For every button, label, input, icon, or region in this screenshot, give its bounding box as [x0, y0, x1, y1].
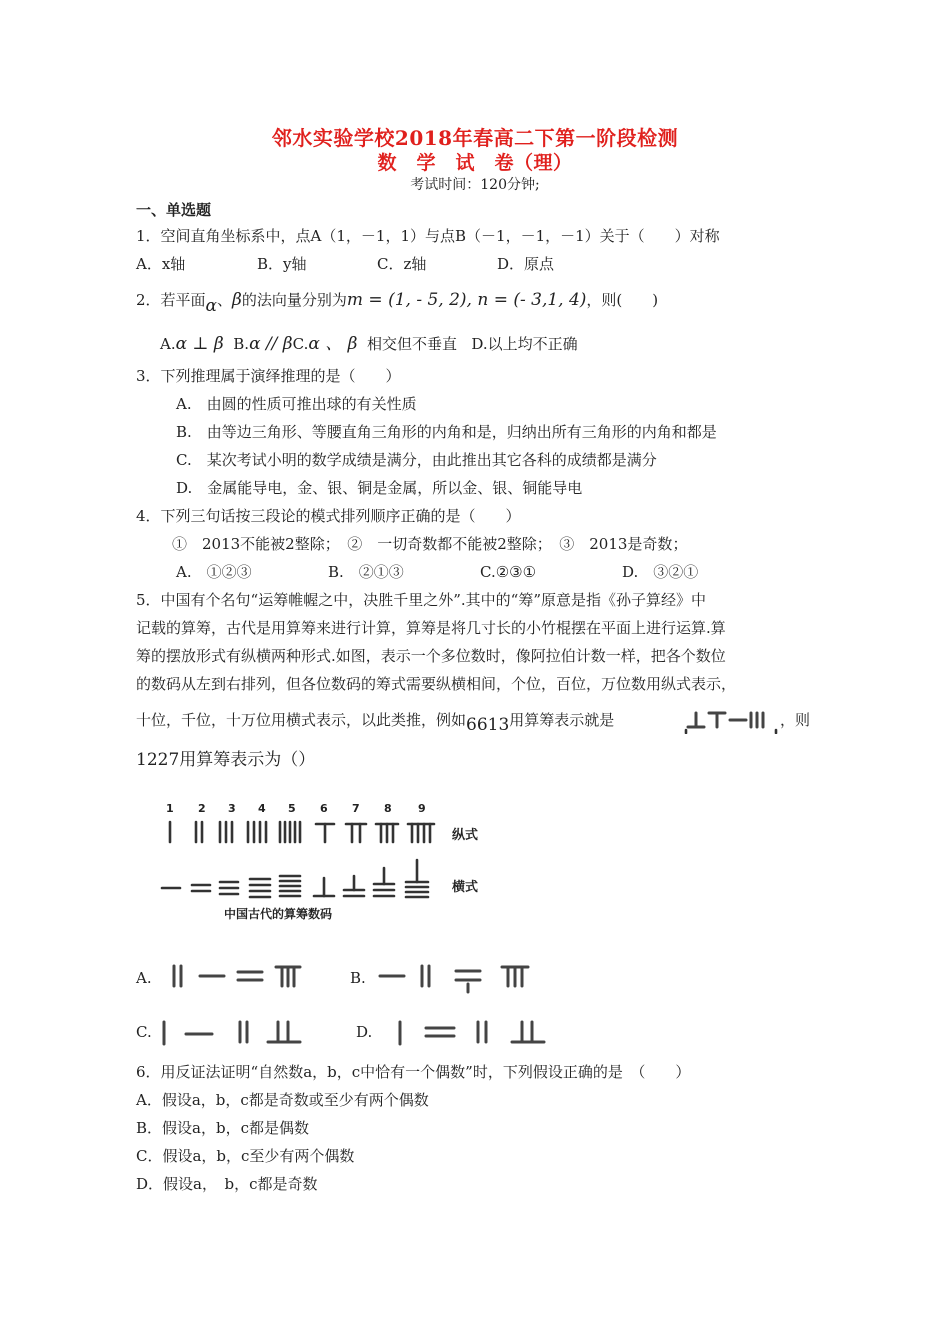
q5-option-c-rods — [156, 1014, 306, 1048]
question-5-line-3: 筹的摆放形式有纵横两种形式.如图，表示一个多位数时，像阿拉伯计数一样，把各个数位 — [136, 647, 726, 665]
q2-option-a-label: A. — [160, 335, 176, 353]
figure-caption: 中国古代的算筹数码 — [224, 907, 333, 921]
digit-label: 2 — [198, 802, 206, 815]
digit-label: 9 — [418, 802, 426, 815]
question-1: 1．空间直角坐标系中，点A（1，－1，1）与点B（－1，－1，－1）关于（ ）对称 — [136, 227, 720, 245]
rod-numeral-6613 — [684, 706, 780, 734]
q6-option-b: B．假设a，b，c都是偶数 — [136, 1119, 309, 1137]
q2-option-b-label: B. — [233, 335, 250, 353]
digit-label: 6 — [320, 802, 328, 815]
q5-line5-a: 十位，千位，十万位用横式表示，以此类推，例如 — [136, 711, 467, 729]
q6-option-a: A．假设a，b，c都是奇数或至少有两个偶数 — [136, 1091, 429, 1109]
normal-vectors: m = (1, - 5, 2), n = (- 3,1, 4) — [346, 290, 587, 310]
q5-line5-c: ，则 — [780, 711, 811, 729]
q6-option-d: D．假设a， b，c都是奇数 — [136, 1175, 318, 1193]
q3-option-c: C. 某次考试小明的数学成绩是满分，由此推出其它各科的成绩都是满分 — [176, 451, 657, 469]
q1-option-a: A．x轴 — [136, 255, 186, 273]
q2-mid: 的法向量分别为 — [241, 291, 347, 309]
q6-option-c: C．假设a，b，c至少有两个偶数 — [136, 1147, 355, 1165]
q5-option-a-label: A. — [136, 969, 152, 987]
q1-option-c: C．z轴 — [377, 255, 427, 273]
q2-option-b-math: α // β — [249, 334, 293, 354]
exam-title: 邻水实验学校2018年春高二下第一阶段检测 — [271, 126, 679, 150]
q4-option-b: B. ②①③ — [328, 563, 404, 581]
q2-prefix: 2．若平面 — [136, 291, 206, 309]
q5-option-b-label: B. — [350, 969, 366, 987]
q5-option-c-label: C. — [136, 1023, 152, 1041]
q2-options — [160, 334, 578, 354]
digit-label: 8 — [384, 802, 392, 815]
question-5-line-1: 5．中国有个名句“运筹帷幄之中，决胜千里之外”.其中的“筹”原意是指《孙子算经》中 — [136, 591, 706, 609]
q2-sep: 、 — [217, 291, 233, 309]
digit-label: 1 — [166, 802, 174, 815]
q3-option-d: D. 金属能导电，金、银、铜是金属，所以金、银、铜能导电 — [176, 479, 583, 497]
q5-option-b-rods — [374, 960, 534, 994]
section-heading: 一、单选题 — [136, 201, 212, 219]
alpha-symbol: α — [205, 296, 218, 316]
q2-option-c-text: 相交但不垂直 — [367, 335, 458, 353]
q2-option-a-math: α ⊥ β — [175, 334, 224, 354]
q4-statements: ① 2013不能被2整除； ② 一切奇数都不能被2整除； ③ 2013是奇数； — [172, 535, 688, 553]
question-4: 4．下列三句话按三段论的模式排列顺序正确的是（ ） — [136, 507, 521, 525]
beta-symbol: β — [232, 290, 242, 310]
q3-option-b: B. 由等边三角形、等腰直角三角形的内角和是，归纳出所有三角形的内角和都是 — [176, 423, 717, 441]
q3-option-a: A. 由圆的性质可推出球的有关性质 — [176, 395, 417, 413]
question-5-line-4: 的数码从左到右排列，但各位数码的筹式需要纵横相间，个位，百位，万位数用纵式表示， — [136, 675, 737, 693]
q2-option-c-math: α 、 β — [308, 334, 358, 354]
counting-rods-figure — [140, 798, 490, 928]
q5-example-number: 6613 — [466, 715, 510, 735]
exam-time: 考试时间：120分钟; — [410, 177, 540, 193]
q2-option-c-label: C. — [292, 335, 309, 353]
q5-option-d-label: D. — [356, 1023, 373, 1041]
q4-option-c: C.②③① — [480, 563, 537, 581]
q2-end: ，则( ) — [586, 291, 659, 309]
digit-label: 7 — [352, 802, 360, 815]
q5-line5-b: 用算筹表示就是 — [509, 711, 615, 729]
digit-label: 3 — [228, 802, 236, 815]
vertical-form-label: 纵式 — [452, 828, 479, 843]
question-5-line-5 — [136, 710, 615, 735]
q4-option-d: D. ③②① — [622, 563, 699, 581]
q5-option-a-rods — [168, 960, 308, 992]
question-6: 6．用反证法证明“自然数a，b，c中恰有一个偶数”时，下列假设正确的是 （ ） — [136, 1063, 691, 1081]
question-3: 3．下列推理属于演绎推理的是（ ） — [136, 367, 401, 385]
question-2 — [136, 290, 659, 316]
question-5-line-6: 1227用算筹表示为（） — [136, 750, 316, 770]
q5-option-d-rods — [388, 1014, 550, 1048]
exam-subtitle: 数 学 试 卷（理） — [377, 152, 573, 174]
q2-option-d: D.以上均不正确 — [471, 335, 578, 353]
q1-option-b: B．y轴 — [257, 255, 307, 273]
digit-label: 5 — [288, 802, 296, 815]
question-5-line-2: 记载的算筹，古代是用算筹来进行计算，算筹是将几寸长的小竹棍摆在平面上进行运算.算 — [136, 619, 726, 637]
horizontal-form-label: 横式 — [452, 880, 479, 895]
q4-option-a: A. ①②③ — [176, 563, 252, 581]
q1-option-d: D．原点 — [497, 255, 555, 273]
digit-label: 4 — [258, 802, 266, 815]
